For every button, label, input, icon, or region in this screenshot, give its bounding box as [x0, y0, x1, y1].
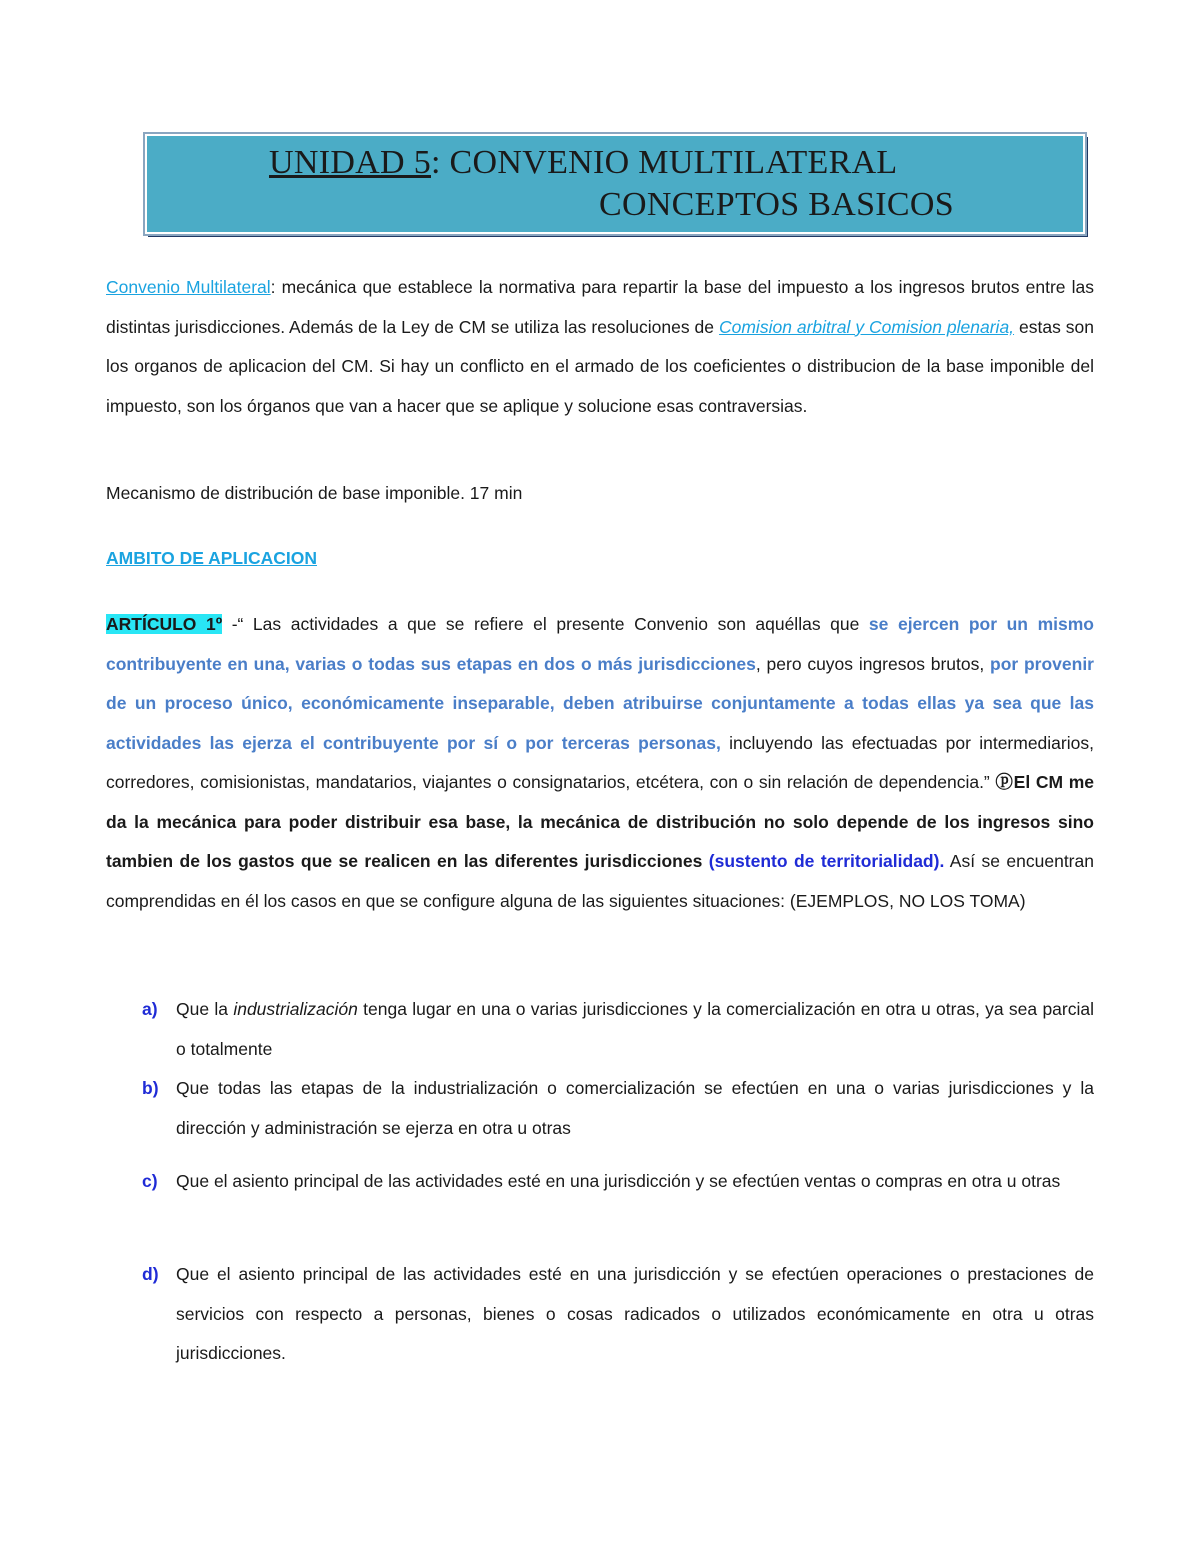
comision-link[interactable]: Comision arbitral y Comision plenaria,: [718, 316, 1015, 337]
intro-paragraph: [106, 268, 1094, 426]
list-item: [106, 990, 1094, 1070]
list-marker: a): [142, 999, 158, 1019]
article-text-2: , pero cuyos ingresos brutos,: [755, 653, 991, 674]
title-line-1: [269, 144, 898, 182]
list-item: [106, 1162, 1094, 1242]
intro-text-2: estas son los organos de aplicacion del CM. Si hay un conflicto en el armado de los coeficientes o distribucion de la base imponible del impuesto, son los órganos que van a hacer que se aplique y solucione esas contraversias.: [106, 316, 1094, 416]
article-text-1: -“ Las actividades a que se refiere el presente Convenio son aquéllas que: [222, 614, 869, 634]
article-text-3: incluyendo las efectuadas por intermediarios, corredores, comisionistas, mandatarios, viajantes o consignatarios, etcétera, con o sin relación de dependencia.”: [106, 732, 1094, 792]
unit-label: UNIDAD 5: [269, 144, 431, 181]
article-bold-3: ⓟEl CM me da la mecánica para poder distribuir esa base, la mecánica de distribución no solo depende de los ingresos sino tambien de los gastos que se realicen en las diferentes jurisdicciones: [106, 772, 1094, 871]
list-item: [106, 1255, 1094, 1375]
list-item: [106, 1069, 1094, 1149]
term-convenio-multilateral: Convenio Multilateral: [106, 277, 271, 297]
list-text: [176, 990, 1094, 1069]
article-bold-4: (sustento de territorialidad).: [708, 851, 945, 871]
list-text: Que todas las etapas de la industrialización o comercialización se efectúen en una o varias jurisdicciones y la dirección y administración se ejerza en otra u otras: [176, 1078, 1094, 1138]
list-text-pre: Que la: [176, 999, 234, 1019]
list-text-post: tenga lugar en una o varias jurisdicciones y la comercialización en otra u otras, ya sea parcial o totalmente: [176, 999, 1094, 1059]
intro-text-1: : mecánica que establece la normativa para repartir la base del impuesto a los ingresos brutos entre las distintas jurisdicciones. Además de la Ley de CM se utiliza las resoluciones de: [106, 277, 1094, 337]
list-text: Que el asiento principal de las actividades esté en una jurisdicción y se efectúen operaciones o prestaciones de servicios con respecto a personas, bienes o cosas radicados o utilizados económicamente en otra u otras jurisdicciones.: [176, 1264, 1094, 1363]
list-marker: c): [142, 1171, 158, 1191]
article-bold-1: se ejercen por un mismo contribuyente en una, varias o todas sus etapas en dos o más jurisdicciones: [106, 614, 1094, 674]
list-text: Que el asiento principal de las actividades esté en una jurisdicción y se efectúen ventas o compras en otra u otras: [176, 1171, 1061, 1191]
article-bold-2: por provenir de un proceso único, económicamente inseparable, deben atribuirse conjuntamente a todas ellas ya sea que las actividades las ejerza el contribuyente por sí o por terceras personas,: [106, 653, 1094, 753]
title-banner: [145, 134, 1085, 234]
unit-title: : CONVENIO MULTILATERAL: [431, 144, 898, 181]
section-heading: AMBITO DE APLICACION: [106, 548, 317, 568]
article-paragraph: [106, 605, 1094, 921]
mechanism-note: Mecanismo de distribución de base imponible. 17 min: [106, 483, 523, 503]
title-line-2: CONCEPTOS BASICOS: [599, 186, 954, 223]
list-marker: b): [142, 1078, 159, 1098]
list-marker: d): [142, 1264, 159, 1284]
list-text-em: industrialización: [233, 999, 358, 1019]
article-text-5: Así se encuentran comprendidas en él los casos en que se configure alguna de las siguientes situaciones: (EJEMPLOS, NO LOS TOMA): [106, 851, 1094, 911]
article-label: ARTÍCULO 1º: [106, 614, 223, 634]
